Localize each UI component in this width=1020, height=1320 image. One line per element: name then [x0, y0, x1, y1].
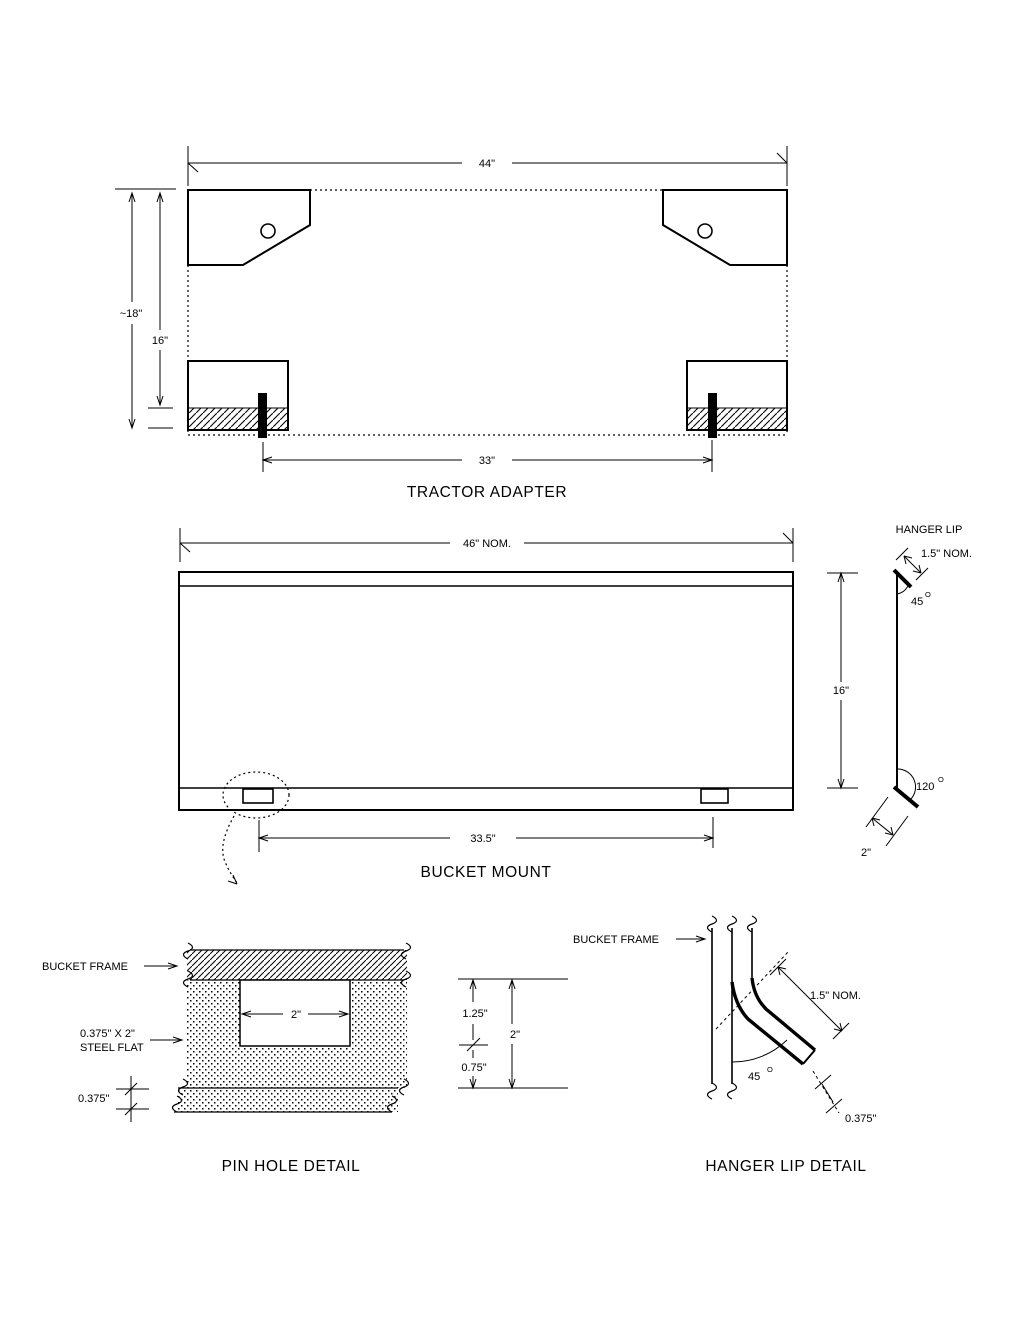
angle-45-arc: [897, 586, 908, 594]
right-mount-plate: [663, 190, 787, 265]
dim-thickness-label: 0.375": [78, 1093, 110, 1105]
profile-lip-dim-label: 1.5" NOM.: [921, 548, 972, 560]
dim-44: [188, 146, 787, 186]
left-plate-hole: [261, 224, 275, 238]
angle-45-degree: O: [925, 590, 931, 599]
detail-lip-dim-label: 1.5" NOM.: [810, 990, 861, 1002]
detail-bucket-frame-leader: [676, 936, 705, 942]
lip-outer-edge: [752, 978, 815, 1050]
steel-flat-label-2: STEEL FLAT: [80, 1042, 144, 1054]
lip-end-extension: [813, 1071, 839, 1113]
steel-flat-leader: [150, 1037, 182, 1043]
right-pin: [708, 393, 717, 438]
pin-hole-detail: [42, 943, 568, 1175]
left-pin: [258, 393, 267, 438]
left-pin-notch: [243, 789, 273, 803]
right-plate-hole: [698, 224, 712, 238]
bottom-flat-stipple: [178, 1088, 398, 1112]
dim-33: [263, 440, 712, 472]
detail-lip-dim: [770, 959, 861, 1039]
lip-inner-edge: [732, 982, 803, 1064]
bucket-frame-label: BUCKET FRAME: [42, 961, 128, 973]
bucket-mount-view: [179, 528, 858, 884]
bucket-frame-leader: [144, 963, 177, 969]
hanger-lip-label: HANGER LIP: [895, 524, 963, 536]
detail-bucket-frame-label: BUCKET FRAME: [573, 934, 659, 946]
angle-120-degree: O: [938, 775, 944, 784]
dim-total-width-label: 2": [509, 1029, 521, 1041]
dim-33-5-label: 33.5": [470, 833, 496, 845]
bucket-frame-hatch: [187, 950, 407, 980]
dim-33-label: 33": [478, 455, 496, 467]
left-lower-mount: [188, 361, 288, 438]
angle-45-label: 45: [911, 596, 924, 608]
hanger-lip-detail-title: HANGER LIP DETAIL: [705, 1158, 867, 1175]
detail-thickness-label: 0.375": [845, 1113, 877, 1125]
dim-below-hole-label: 0.75": [461, 1062, 487, 1074]
right-pin-notch: [701, 789, 728, 803]
dim-frame-height-label: 16": [151, 335, 169, 347]
dim-column: [458, 979, 568, 1088]
profile-bottom-lip-dim-label: 2": [860, 847, 872, 859]
hanger-lip-detail: [573, 916, 877, 1175]
dim-16-label: 16": [832, 685, 850, 697]
bucket-mount-body: [179, 572, 793, 810]
profile-bottom-lip-dim: [861, 797, 908, 859]
dim-16-right: [827, 573, 858, 788]
detail-angle-label: 45: [748, 1071, 761, 1083]
tractor-adapter-view: [115, 146, 787, 501]
dim-thickness: [78, 1076, 149, 1122]
detail-thickness-dim: [815, 1075, 877, 1125]
dim-overall-height-label: ~18": [119, 308, 143, 320]
tractor-adapter-title: TRACTOR ADAPTER: [406, 484, 568, 501]
dim-44-label: 44": [478, 158, 496, 170]
dim-46: [180, 528, 793, 562]
dim-46-label: 46" NOM.: [463, 538, 511, 550]
dim-heights-left: [115, 189, 176, 428]
dim-hole-width-label: 2": [290, 1009, 302, 1021]
dim-hole-height-label: 1.25": [462, 1008, 488, 1020]
profile-bottom-lip: [894, 787, 918, 807]
angle-120-label: 120: [916, 781, 935, 793]
left-mount-plate: [188, 190, 310, 265]
right-lower-mount: [687, 361, 787, 438]
steel-flat-label-1: 0.375" X 2": [80, 1028, 135, 1040]
lip-end-cap: [803, 1050, 815, 1064]
bucket-mount-title: BUCKET MOUNT: [420, 864, 552, 881]
hanger-lip-profile: [861, 524, 972, 859]
pin-hole-detail-title: PIN HOLE DETAIL: [221, 1158, 361, 1175]
dim-33-5: [259, 817, 713, 852]
detail-angle-degree: O: [767, 1065, 773, 1074]
